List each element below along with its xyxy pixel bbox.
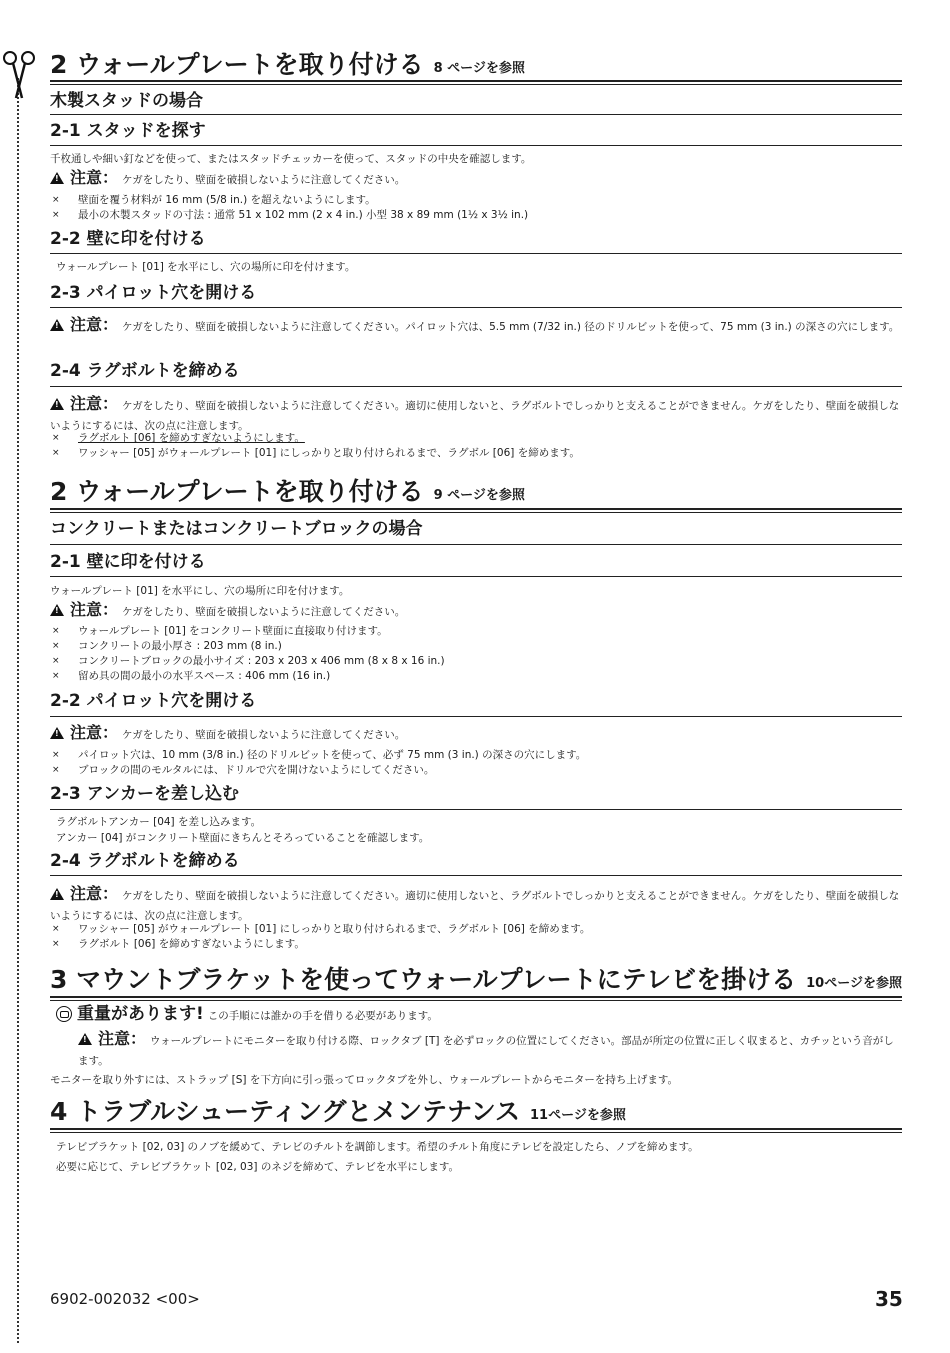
divider xyxy=(50,508,902,513)
section-subtitle: コンクリートまたはコンクリートブロックの場合 xyxy=(50,519,423,539)
step-text: ウォールプレート [01] を水平にし、穴の場所に印を付けます。 xyxy=(50,585,350,597)
step-heading: 2-3 アンカーを差し込む xyxy=(50,784,239,804)
step-heading: 2-4 ラグボルトを締める xyxy=(50,851,240,871)
divider xyxy=(50,875,902,876)
warning-icon xyxy=(78,1033,92,1045)
document-code: 6902-002032 <00> xyxy=(50,1290,200,1308)
two-person-icon xyxy=(56,1006,72,1022)
bullet-list xyxy=(50,193,902,223)
caution-note: !注意： ケガをしたり、壁面を破損しないように注意してください。 xyxy=(50,600,902,622)
caution-note: !注意： ケガをしたり、壁面を破損しないように注意してください。 xyxy=(50,723,902,745)
step-text: 千枚通しや細い釘などを使って、またはスタッドチェッカーを使って、スタッドの中央を確認します。 xyxy=(50,153,532,165)
section-subtitle: 木製スタッドの場合 xyxy=(50,91,203,111)
warning-icon xyxy=(50,604,64,616)
step-text: テレビブラケット [02, 03] のノブを緩めて、テレビのチルトを調節します。希望のチルト角度にテレビを設定したら、ノブを締めます。 xyxy=(56,1141,699,1153)
step-heading: 2-2 パイロット穴を開ける xyxy=(50,691,257,711)
bullet-list xyxy=(50,431,902,461)
caution-note: !注意： ウォールプレートにモニターを取り付ける際、ロックタブ [T] を必ずロックの位置にしてください。部品が所定の位置に正しく収まると、カチッという音がします。 xyxy=(78,1029,902,1071)
bullet-list xyxy=(50,624,902,684)
warning-icon xyxy=(50,319,64,331)
list-item: × コンクリートブロックの最小サイズ : 203 x 203 x 406 mm (8 x 8 x 16 in.) xyxy=(52,655,445,667)
list-item: × ブロックの間のモルタルには、ドリルで穴を開けないようにしてください。 xyxy=(52,764,435,776)
warning-icon xyxy=(50,727,64,739)
warning-icon xyxy=(50,888,64,900)
step-text: ラグボルトアンカー [04] を差し込みます。 xyxy=(56,816,262,828)
section-title: 2 ウォールプレートを取り付ける 9 ページを参照 xyxy=(50,477,525,506)
divider xyxy=(50,145,902,146)
scissors-icon xyxy=(2,48,36,104)
list-item: × ワッシャー [05] がウォールプレート [01] にしっかりと取り付けられるまで、ラグボル [06] を締めます。 xyxy=(52,447,580,459)
page-ref: 8 ページを参照 xyxy=(433,61,525,76)
section-title: 4 トラブルシューティングとメンテナンス 11ページを参照 xyxy=(50,1097,626,1126)
step-heading: 2-1 壁に印を付ける xyxy=(50,552,206,572)
caution-note: !注意： ケガをしたり、壁面を破損しないように注意してください。パイロット穴は、5.5 mm (7/32 in.) 径のドリルビットを使って、75 mm (3 in.) の深さの穴にします。 xyxy=(50,315,902,337)
divider xyxy=(50,253,902,254)
bullet-list xyxy=(50,748,902,778)
list-item: × ワッシャー [05] がウォールプレート [01] にしっかりと取り付けられるまで、ラグボルト [06] を締めます。 xyxy=(52,923,591,935)
divider xyxy=(50,576,902,577)
list-item: × ラグボルト [06] を締めすぎないようにします。 xyxy=(52,938,305,950)
step-text: 必要に応じて、テレビブラケット [02, 03] のネジを締めて、テレビを水平にします。 xyxy=(56,1161,460,1173)
step-heading: 2-2 壁に印を付ける xyxy=(50,229,206,249)
list-item: × パイロット穴は、10 mm (3/8 in.) 径のドリルビットを使って、必ず 75 mm (3 in.) の深さの穴にします。 xyxy=(52,749,587,761)
step-text: モニターを取り外すには、ストラップ [S] を下方向に引っ張ってロックタブを外し、ウォールプレートからモニターを持ち上げます。 xyxy=(50,1074,679,1086)
list-item: × 最小の木製スタッドの寸法 : 通常 51 x 102 mm (2 x 4 in.) 小型 38 x 89 mm (1½ x 3½ in.) xyxy=(52,209,529,221)
step-heading: 2-1 スタッドを探す xyxy=(50,121,206,141)
section-title: 2 ウォールプレートを取り付ける 8 ページを参照 xyxy=(50,50,525,79)
step-text: ウォールプレート [01] を水平にし、穴の場所に印を付けます。 xyxy=(56,261,356,273)
caution-note: !注意： ケガをしたり、壁面を破損しないように注意してください。適切に使用しないと、ラグボルトでしっかりと支えることができません。ケガをしたり、壁面を破損しないようにするには、次の点に注意します。 xyxy=(50,394,902,436)
divider xyxy=(50,716,902,717)
divider xyxy=(50,809,902,810)
divider xyxy=(50,544,902,545)
divider xyxy=(50,80,902,85)
warning-icon xyxy=(50,398,64,410)
list-item: × ウォールプレート [01] をコンクリート壁面に直接取り付けます。 xyxy=(52,625,388,637)
heavy-notice: 重量があります! この手順には誰かの手を借りる必要があります。 xyxy=(56,1003,438,1027)
step-text: アンカー [04] がコンクリート壁面にきちんとそろっていることを確認します。 xyxy=(56,832,430,844)
divider xyxy=(50,996,902,1001)
page-ref: 11ページを参照 xyxy=(529,1108,626,1123)
bullet-list xyxy=(50,922,902,952)
step-heading: 2-3 パイロット穴を開ける xyxy=(50,283,257,303)
step-heading: 2-4 ラグボルトを締める xyxy=(50,361,240,381)
list-item: × 留め具の間の最小の水平スペース : 406 mm (16 in.) xyxy=(52,670,331,682)
cut-line xyxy=(17,78,19,1343)
section-title: 3 マウントブラケットを使ってウォールプレートにテレビを掛ける 10ページを参照 xyxy=(50,965,902,994)
page-ref: 9 ページを参照 xyxy=(433,488,525,503)
divider xyxy=(50,386,902,387)
caution-note: !注意： ケガをしたり、壁面を破損しないように注意してください。 xyxy=(50,168,902,190)
page-ref: 10ページを参照 xyxy=(806,976,902,991)
divider xyxy=(50,1128,902,1133)
warning-icon xyxy=(50,172,64,184)
divider xyxy=(50,307,902,308)
page-number: 35 xyxy=(875,1287,903,1311)
list-item: × 壁面を覆う材料が 16 mm (5/8 in.) を超えないようにします。 xyxy=(52,194,376,206)
list-item: × コンクリートの最小厚さ : 203 mm (8 in.) xyxy=(52,640,282,652)
list-item: × ラグボルト [06] を締めすぎないようにします。 xyxy=(52,432,305,444)
divider xyxy=(50,114,902,115)
caution-note: !注意： ケガをしたり、壁面を破損しないように注意してください。適切に使用しないと、ラグボルトでしっかりと支えることができません。ケガをしたり、壁面を破損しないようにするには、次の点に注意します。 xyxy=(50,884,902,926)
